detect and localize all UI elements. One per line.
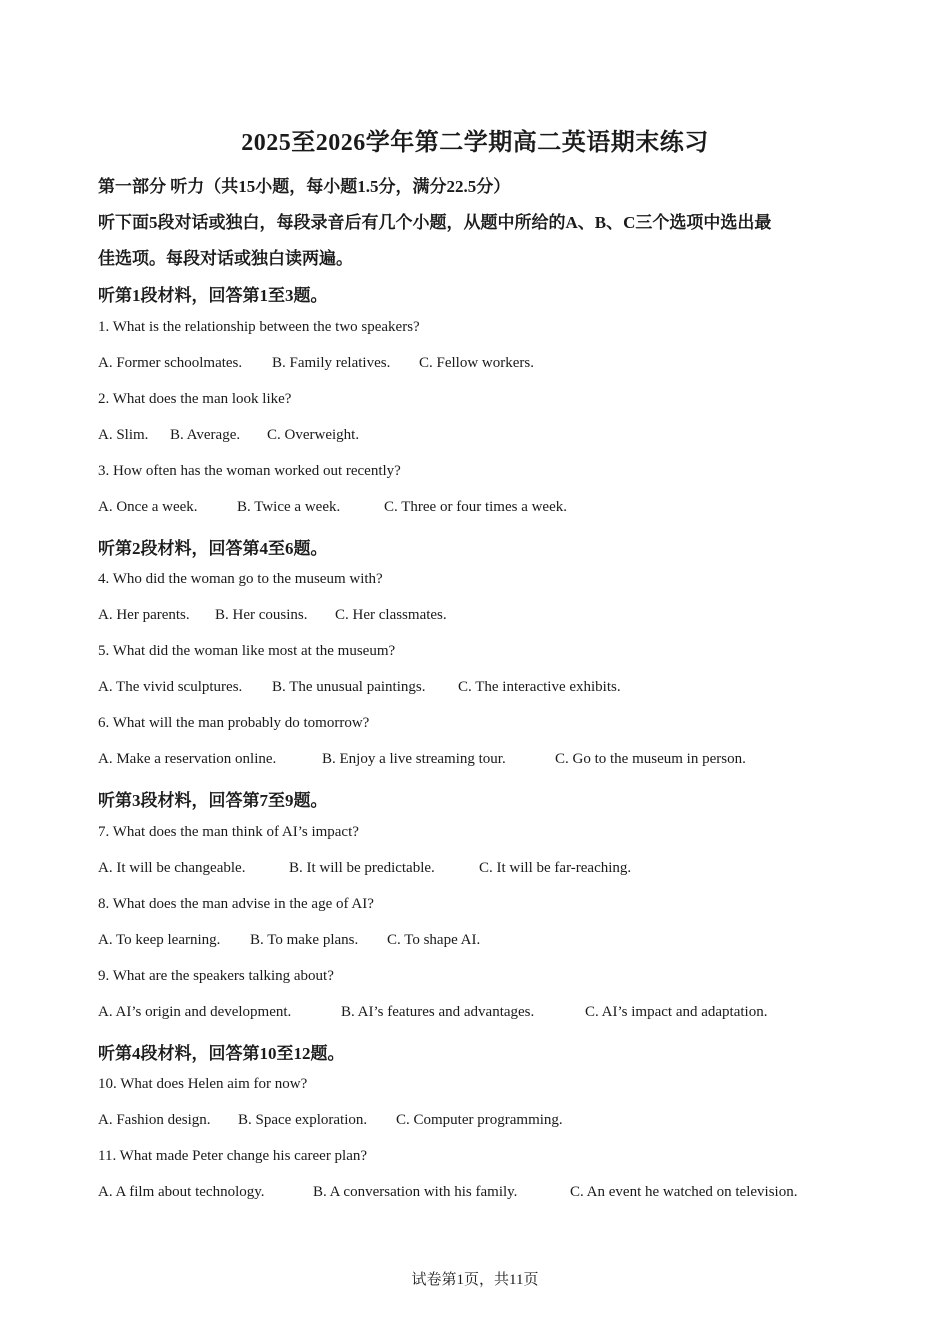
question-8: 8. What does the man advise in the age of AI? [98,896,374,912]
page-footer: 试卷第1页，共11页 [411,1272,539,1288]
option-b: B. AI’s features and advantages. [341,1004,535,1020]
question-9: 9. What are the speakers talking about? [98,968,334,984]
question-7: 7. What does the man think of AI’s impact? [98,824,359,840]
section-heading-2: 听第2段材料，回答第4至6题。 [98,539,328,558]
option-c: C. Go to the museum in person. [555,751,746,767]
option-a: A. It will be changeable. [98,860,246,876]
question-10: 10. What does Helen aim for now? [98,1076,308,1092]
question-11-options [98,1184,797,1201]
option-a: A. Make a reservation online. [98,751,277,767]
question-10-options [98,1112,563,1129]
page-title: 2025至2026学年第二学期高二英语期末练习 [241,130,709,156]
option-b: B. The unusual paintings. [272,679,426,695]
option-b: B. It will be predictable. [289,860,435,876]
section-heading-3: 听第3段材料，回答第7至9题。 [98,791,328,810]
option-a: A. A film about technology. [98,1184,265,1200]
question-6: 6. What will the man probably do tomorrow? [98,715,370,731]
option-b: B. Enjoy a live streaming tour. [322,751,506,767]
question-5-options [98,679,621,696]
question-11: 11. What made Peter change his career plan? [98,1148,368,1164]
question-4-options [98,607,447,624]
option-b: B. A conversation with his family. [313,1184,518,1200]
question-7-options [98,860,631,877]
part-heading: 第一部分 听力（共15小题，每小题1.5分，满分22.5分） [98,177,511,196]
instructions-line-2: 佳选项。每段对话或独白读两遍。 [98,249,353,268]
option-a: A. Fashion design. [98,1112,211,1128]
option-a: A. Slim. [98,427,149,443]
question-3: 3. How often has the woman worked out recently? [98,463,401,479]
option-b: B. Family relatives. [272,355,391,371]
option-b: B. Average. [170,427,241,443]
option-a: A. Once a week. [98,499,198,515]
option-a: A. Former schoolmates. [98,355,243,371]
option-a: A. To keep learning. [98,932,221,948]
instructions-line-1: 听下面5段对话或独白，每段录音后有几个小题，从题中所给的A、B、C三个选项中选出最 [98,213,772,232]
option-c: C. The interactive exhibits. [458,679,621,695]
section-heading-4: 听第4段材料，回答第10至12题。 [98,1044,345,1063]
question-8-options [98,932,480,949]
option-c: C. An event he watched on television. [570,1184,798,1200]
option-a: A. AI’s origin and development. [98,1004,292,1020]
option-c: C. Fellow workers. [419,355,534,371]
option-b: B. Space exploration. [238,1112,368,1128]
option-c: C. Three or four times a week. [384,499,567,515]
option-b: B. Her cousins. [215,607,308,623]
option-b: B. To make plans. [250,932,359,948]
question-4: 4. Who did the woman go to the museum with? [98,571,383,587]
question-2: 2. What does the man look like? [98,391,292,407]
section-heading-1: 听第1段材料，回答第1至3题。 [98,286,328,305]
option-b: B. Twice a week. [237,499,341,515]
question-3-options [98,499,567,516]
question-9-options [98,1004,767,1021]
option-c: C. Computer programming. [396,1112,563,1128]
option-c: C. To shape AI. [387,932,481,948]
question-5: 5. What did the woman like most at the museum? [98,643,396,659]
option-c: C. Overweight. [267,427,360,443]
question-1: 1. What is the relationship between the two speakers? [98,319,420,335]
option-c: C. AI’s impact and adaptation. [585,1004,768,1020]
option-a: A. The vivid sculptures. [98,679,243,695]
question-1-options [98,355,534,372]
option-a: A. Her parents. [98,607,190,623]
question-6-options [98,751,746,768]
question-2-options [98,427,359,444]
option-c: C. It will be far-reaching. [479,860,632,876]
option-c: C. Her classmates. [335,607,447,623]
